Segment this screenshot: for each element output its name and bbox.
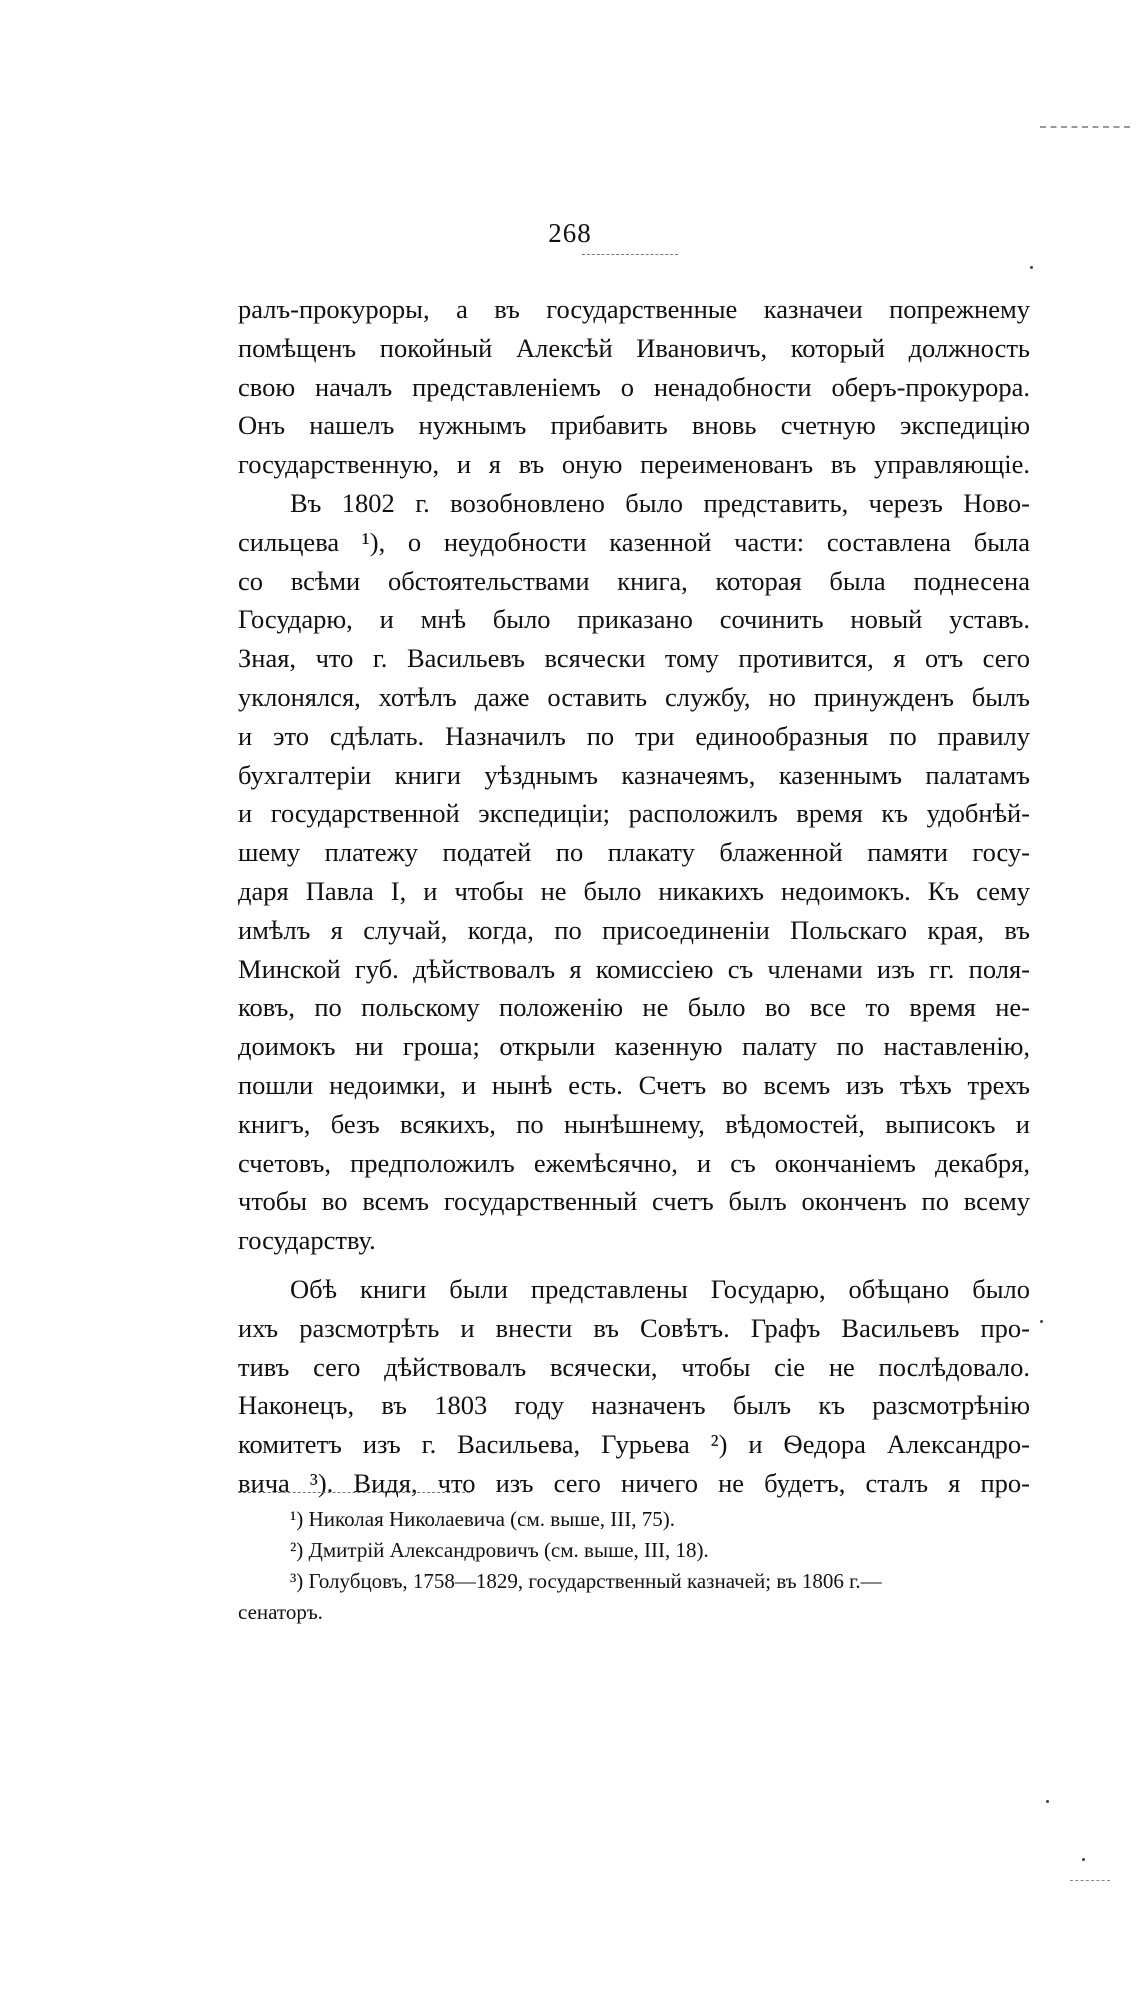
paragraph-2 [238,484,1030,1260]
text-line: и государственной экспедиціи; расположилъ время къ удобнѣй- [238,798,1030,829]
text-line: Зная, что г. Васильевъ всячески тому противится, я отъ сего [238,643,1030,674]
footnote-3: ³) Голубцовъ, 1758—1829, государственный казначей; въ 1806 г.— [290,1569,882,1593]
text-line: ковъ, по польскому положенію не было во все то время не- [238,992,1030,1023]
text-line: государственную, и я въ оную переименованъ въ управляющіе. [238,449,1030,480]
text-line: чтобы во всемъ государственный счетъ былъ оконченъ по всему [238,1186,1030,1217]
scan-speck [1082,1858,1085,1861]
scan-speck [1046,1800,1049,1803]
footnote-separator [238,1492,470,1493]
text-line: вича ³). Видя, что изъ сего ничего не будетъ, сталъ я про- [238,1467,1030,1498]
page-number: 268 [548,218,592,248]
paragraph-3 [238,1270,1030,1503]
text-line: счетовъ, предположилъ ежемѣсячно, и съ окончаніемъ декабря, [238,1147,1030,1178]
paragraph-1 [238,290,1030,484]
text-line: имѣлъ я случай, когда, по присоединеніи Польскаго края, въ [238,914,1030,945]
text-line: тивъ сего дѣйствовалъ всячески, чтобы сіе не послѣдовало. [238,1351,1030,1382]
text-line: книгъ, безъ всякихъ, по нынѣшнему, вѣдомостей, выписокъ и [238,1108,1030,1139]
page-number-rule [582,254,678,255]
text-line: ихъ разсмотрѣть и внести въ Совѣтъ. Графъ Васильевъ про- [238,1312,1030,1343]
text-line: уклонялся, хотѣлъ даже оставить службу, но принужденъ былъ [238,681,1030,712]
text-line: доимокъ ни гроша; открыли казенную палату по наставленію, [238,1031,1030,1062]
text-line: Государю, и мнѣ было приказано сочинить новый уставъ. [238,604,1030,635]
text-line: помѣщенъ покойный Алексѣй Ивановичъ, который должность [238,332,1030,363]
footnote-1: ¹) Николая Николаевича (см. выше, III, 75). [290,1507,676,1531]
footnotes [238,1504,1030,1628]
text-line: Наконецъ, въ 1803 году назначенъ былъ къ разсмотрѣнію [238,1390,1030,1421]
text-line: Онъ нашелъ нужнымъ прибавить вновь счетную экспедицію [238,410,1030,441]
footnote-3-continuation: сенаторъ. [238,1600,323,1624]
text-line: и это сдѣлать. Назначилъ по три единообразныя по правилу [238,720,1030,751]
scan-speck [1030,266,1033,269]
text-line: даря Павла I, и чтобы не было никакихъ недоимокъ. Къ сему [238,875,1030,906]
paragraph-gap [238,1260,1030,1270]
text-line: со всѣми обстоятельствами книга, которая была поднесена [238,565,1030,596]
scan-margin-mark [1070,1880,1110,1881]
scan-margin-mark [1040,126,1130,128]
scan-speck [1040,1320,1043,1323]
text-line: ралъ-прокуроры, а въ государственные казначеи попрежнему [238,294,1030,324]
text-line: бухгалтеріи книги уѣзднымъ казначеямъ, казеннымъ палатамъ [238,759,1030,790]
text-line: Минской губ. дѣйствовалъ я комиссіею съ членами изъ гг. поля- [238,953,1030,984]
text-line: Обѣ книги были представлены Государю, обѣщано было [290,1273,1030,1304]
text-line: свою началъ представленіемъ о ненадобности оберъ-прокурора. [238,371,1030,402]
text-line: сильцева ¹), о неудобности казенной части: составлена была [238,526,1030,557]
text-line: шему платежу податей по плакату блаженной памяти госу- [238,837,1030,868]
text-line: государству. [238,1225,376,1256]
text-line: комитетъ изъ г. Васильева, Гурьева ²) и Ѳедора Александро- [238,1429,1030,1460]
body-text [238,290,1030,1503]
footnote-2: ²) Дмитрій Александровичъ (см. выше, III, 18). [290,1538,709,1562]
text-line: пошли недоимки, и нынѣ есть. Счетъ во всемъ изъ тѣхъ трехъ [238,1069,1030,1100]
text-line: Въ 1802 г. возобновлено было представить, черезъ Ново- [290,487,1030,518]
